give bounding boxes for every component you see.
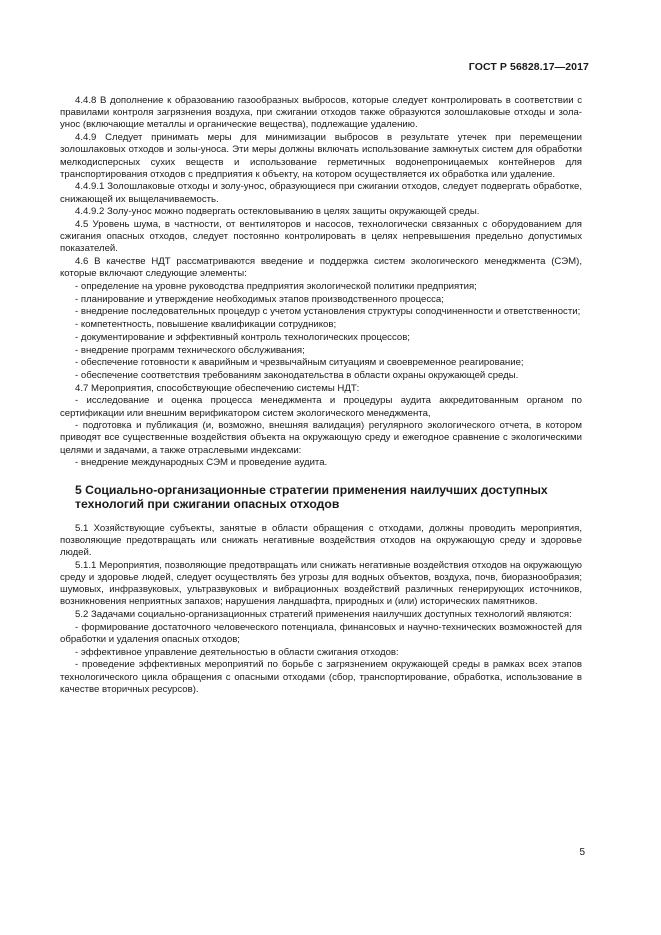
list-item: - эффективное управление деятельностью в области сжигания отходов: bbox=[75, 646, 399, 658]
list-item: - подготовка и публикация (и, возможно, внешняя валидация) регулярного экологического отчета, в котором приводят все существенные воздействия объекта на окружающую среду и ежегодное сравнение с экологическими целями и задачами, а также отраслевыми индексами: bbox=[60, 420, 582, 456]
list-item: - обеспечение готовности к аварийным и чрезвычайным ситуациям и своевременное реагирование; bbox=[75, 357, 524, 369]
list-item: - исследование и оценка процесса менеджмента и процедуры аудита аккредитованным органом по сертификации или внешним верификатором систем экологического менеджмента, bbox=[60, 395, 582, 419]
paragraph-4-6: 4.6 В качестве НДТ рассматриваются введение и поддержка систем экологического менеджмента (СЭМ), которые включают следующие элементы: bbox=[60, 256, 582, 280]
document-body bbox=[60, 95, 582, 696]
list-item: - формирование достаточного человеческого потенциала, финансовых и научно-технических возможностей для обработки и удаления опасных отходов; bbox=[60, 621, 582, 645]
list-item: - внедрение международных СЭМ и проведение аудита. bbox=[75, 457, 328, 469]
paragraph-5-2: 5.2 Задачами социально-организационных стратегий применения наилучших доступных технологий являются: bbox=[75, 609, 572, 621]
list-item: - внедрение программ технического обслуживания; bbox=[75, 344, 305, 356]
paragraph-5-1: 5.1 Хозяйствующие субъекты, занятые в области обращения с отходами, должны проводить мероприятия, позволяющие предотвращать или снижать негативные воздействия отходов на окружающую среду и здоровье людей. bbox=[60, 522, 582, 558]
paragraph-4-4-9-2: 4.4.9.2 Золу-унос можно подвергать остекловыванию в целях защиты окружающей среды. bbox=[75, 206, 480, 218]
paragraph-4-4-9: 4.4.9 Следует принимать меры для минимизации выбросов в результате утечек при перемещении золошлаковых отходов и золы-уноса. Эти меры должны включать использование замкнутых систем для обработки мелкодисперсных сухих веществ и использование герметичных водонепроницаемых контейнеров для транспортирования отходов с предприятия к объекту, на котором осуществляется их обработка или удаление. bbox=[60, 132, 582, 180]
section-5-block bbox=[60, 523, 582, 696]
list-item: - определение на уровне руководства предприятия экологической политики предприятия; bbox=[75, 281, 477, 293]
list-item: - планирование и утверждение необходимых этапов производственного процесса; bbox=[75, 293, 444, 305]
section-4-block bbox=[60, 95, 582, 470]
list-item: - обеспечение соответствия требованиям законодательства в области охраны окружающей среды. bbox=[75, 369, 519, 381]
paragraph-4-4-9-1: 4.4.9.1 Золошлаковые отходы и золу-унос, образующиеся при сжигании отходов, следует подвергать обработке, снижающей их выщелачиваемость. bbox=[60, 181, 582, 205]
page-number: 5 bbox=[579, 847, 585, 858]
paragraph-4-7: 4.7 Мероприятия, способствующие обеспечению системы НДТ: bbox=[75, 382, 360, 394]
list-item: - документирование и эффективный контроль технологических процессов; bbox=[75, 331, 410, 343]
paragraph-4-4-8: 4.4.8 В дополнение к образованию газообразных выбросов, которые следует контролировать в соответствии с правилами контроля загрязнения воздуха, при сжигании отходов также образуются золошлаковые отходы и зола-унос (включающие металлы и органические вещества), подлежащие удалению. bbox=[60, 95, 582, 131]
paragraph-5-1-1: 5.1.1 Мероприятия, позволяющие предотвращать или снижать негативные воздействия отходов на окружающую среду и здоровье людей, следует осуществлять без угрозы для водных объектов, воздуха, почв, биоразнообразия; шумовых, инфразвуковых, ультразвуковых и вибрационных воздействий различных генерирующих источников, возникновения неприятных запахов; нарушения ландшафта, природных и (или) исторических памятников. bbox=[60, 559, 582, 608]
paragraph-4-5: 4.5 Уровень шума, в частности, от вентиляторов и насосов, технологически связанных с оборудованием для сжигания опасных отходов, следует постоянно контролировать в целях непревышения предельно допустимых показателей. bbox=[60, 219, 582, 255]
list-item: - компетентность, повышение квалификации сотрудников; bbox=[75, 319, 337, 331]
list-item: - внедрение последовательных процедур с учетом установления структуры соподчиненности и ответственности; bbox=[75, 306, 581, 318]
document-code-header: ГОСТ Р 56828.17—2017 bbox=[468, 61, 589, 73]
section-5-heading: 5 Социально-организационные стратегии применения наилучших доступных технологий при сжигании опасных отходов bbox=[75, 482, 548, 511]
list-item: - проведение эффективных мероприятий по борьбе с загрязнением окружающей среды в рамках всех этапов технологического цикла обращения с опасными отходами (сбор, транспортирование, обработка, использование в качестве вторичных ресурсов). bbox=[60, 659, 582, 695]
